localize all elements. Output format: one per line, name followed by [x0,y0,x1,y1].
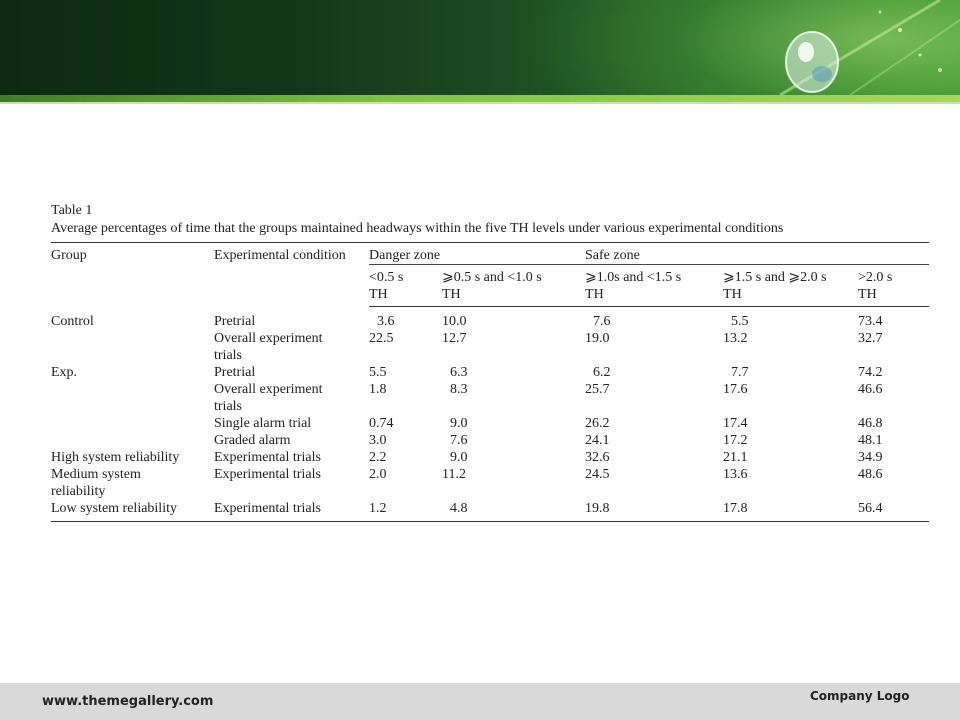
cell-value: 5.5 [731,314,749,329]
cell-value: 25.7 [585,382,610,397]
cell-value: 32.6 [585,450,610,465]
leaf-droplet-image [740,0,960,95]
table-label: Table 1 [51,203,93,218]
row-group [51,381,214,415]
header-level-1-unit: TH [369,286,442,307]
cell-value: 7.7 [731,365,749,380]
cell-value: 13.2 [723,331,748,346]
cell-value: 73.4 [858,314,883,329]
cell-value: 22.5 [369,331,394,346]
cell-value: 13.6 [723,467,748,482]
header-condition: Experimental condition [214,248,346,263]
table-row [51,307,929,331]
cell-value: 5.5 [369,365,387,380]
cell-value: 19.0 [585,331,610,346]
row-group [51,415,214,432]
cell-value: 3.0 [369,433,387,448]
cell-value: 8.3 [450,382,468,397]
cell-value: 21.1 [723,450,748,465]
cell-value: 46.8 [858,416,883,431]
cell-value: 17.4 [723,416,748,431]
footer-url: www.themegallery.com [42,694,214,709]
header-banner [0,0,960,95]
header-group: Group [51,248,87,263]
header-level-4-unit: TH [723,286,858,307]
cell-value: 7.6 [450,433,468,448]
row-group: High system reliability [51,450,180,465]
header-level-5: >2.0 s [858,270,893,285]
cell-value: 4.8 [442,500,585,522]
cell-value: 17.8 [723,500,858,522]
row-condition: Overall experiment trials [214,331,323,363]
row-condition: Experimental trials [214,450,321,465]
row-condition: Single alarm trial [214,416,312,431]
cell-value: 2.0 [369,467,387,482]
cell-value: 17.6 [723,382,748,397]
row-condition: Graded alarm [214,433,291,448]
header-level-2-unit: TH [442,286,585,307]
header-level-3: ⩾1.0s and <1.5 s [585,270,682,285]
table-row [51,381,929,415]
cell-value: 2.2 [369,450,387,465]
row-condition: Pretrial [214,365,256,380]
table-row [51,500,929,522]
cell-value: 24.5 [585,467,610,482]
cell-value: 1.2 [369,500,442,522]
cell-value: 6.3 [450,365,468,380]
header-level-2: ⩾0.5 s and <1.0 s [442,270,542,285]
cell-value: 32.7 [858,331,883,346]
table-row [51,432,929,449]
row-condition: Experimental trials [214,500,369,522]
row-group [51,330,214,364]
cell-value: 12.7 [442,331,467,346]
table-row [51,364,929,381]
cell-value: 6.2 [593,365,611,380]
table-caption: Average percentages of time that the groups maintained headways within the five TH levels under various experimental conditions [51,221,784,236]
cell-value: 74.2 [858,365,883,380]
row-group: Control [51,313,94,329]
header-accent-bar [0,95,960,102]
header-danger-zone: Danger zone [369,243,585,265]
cell-value: 11.2 [442,467,466,482]
row-group: Exp. [51,365,78,380]
header-level-5-unit: TH [858,286,929,307]
table-row [51,415,929,432]
header-safe-zone: Safe zone [585,243,929,265]
row-condition: Experimental trials [214,467,321,482]
table-row [51,330,929,364]
table-row [51,449,929,466]
row-condition: Overall experiment trials [214,382,323,414]
cell-value: 24.1 [585,433,610,448]
row-condition: Pretrial [214,313,256,329]
cell-value: 10.0 [442,314,467,329]
header-level-3-unit: TH [585,286,723,307]
header-level-1: <0.5 s [369,270,404,285]
cell-value: 34.9 [858,450,883,465]
cell-value: 48.1 [858,433,883,448]
row-group [51,432,214,449]
cell-value: 19.8 [585,500,723,522]
cell-value: 0.74 [369,416,394,431]
table-figure [51,203,929,522]
data-table [51,243,929,522]
cell-value: 46.6 [858,382,883,397]
cell-value: 9.0 [450,416,468,431]
cell-value: 1.8 [369,382,387,397]
header-level-4: ⩾1.5 s and ⩾2.0 s [723,270,827,285]
row-group: Medium system reliability [51,467,141,499]
row-group: Low system reliability [51,500,214,522]
cell-value: 3.6 [377,314,395,329]
cell-value: 56.4 [858,500,929,522]
cell-value: 17.2 [723,433,748,448]
company-logo: Company Logo [810,689,910,703]
cell-value: 26.2 [585,416,610,431]
cell-value: 48.6 [858,467,883,482]
header-accent-shadow [0,102,960,104]
table-row [51,466,929,500]
cell-value: 7.6 [593,314,611,329]
cell-value: 9.0 [450,450,468,465]
